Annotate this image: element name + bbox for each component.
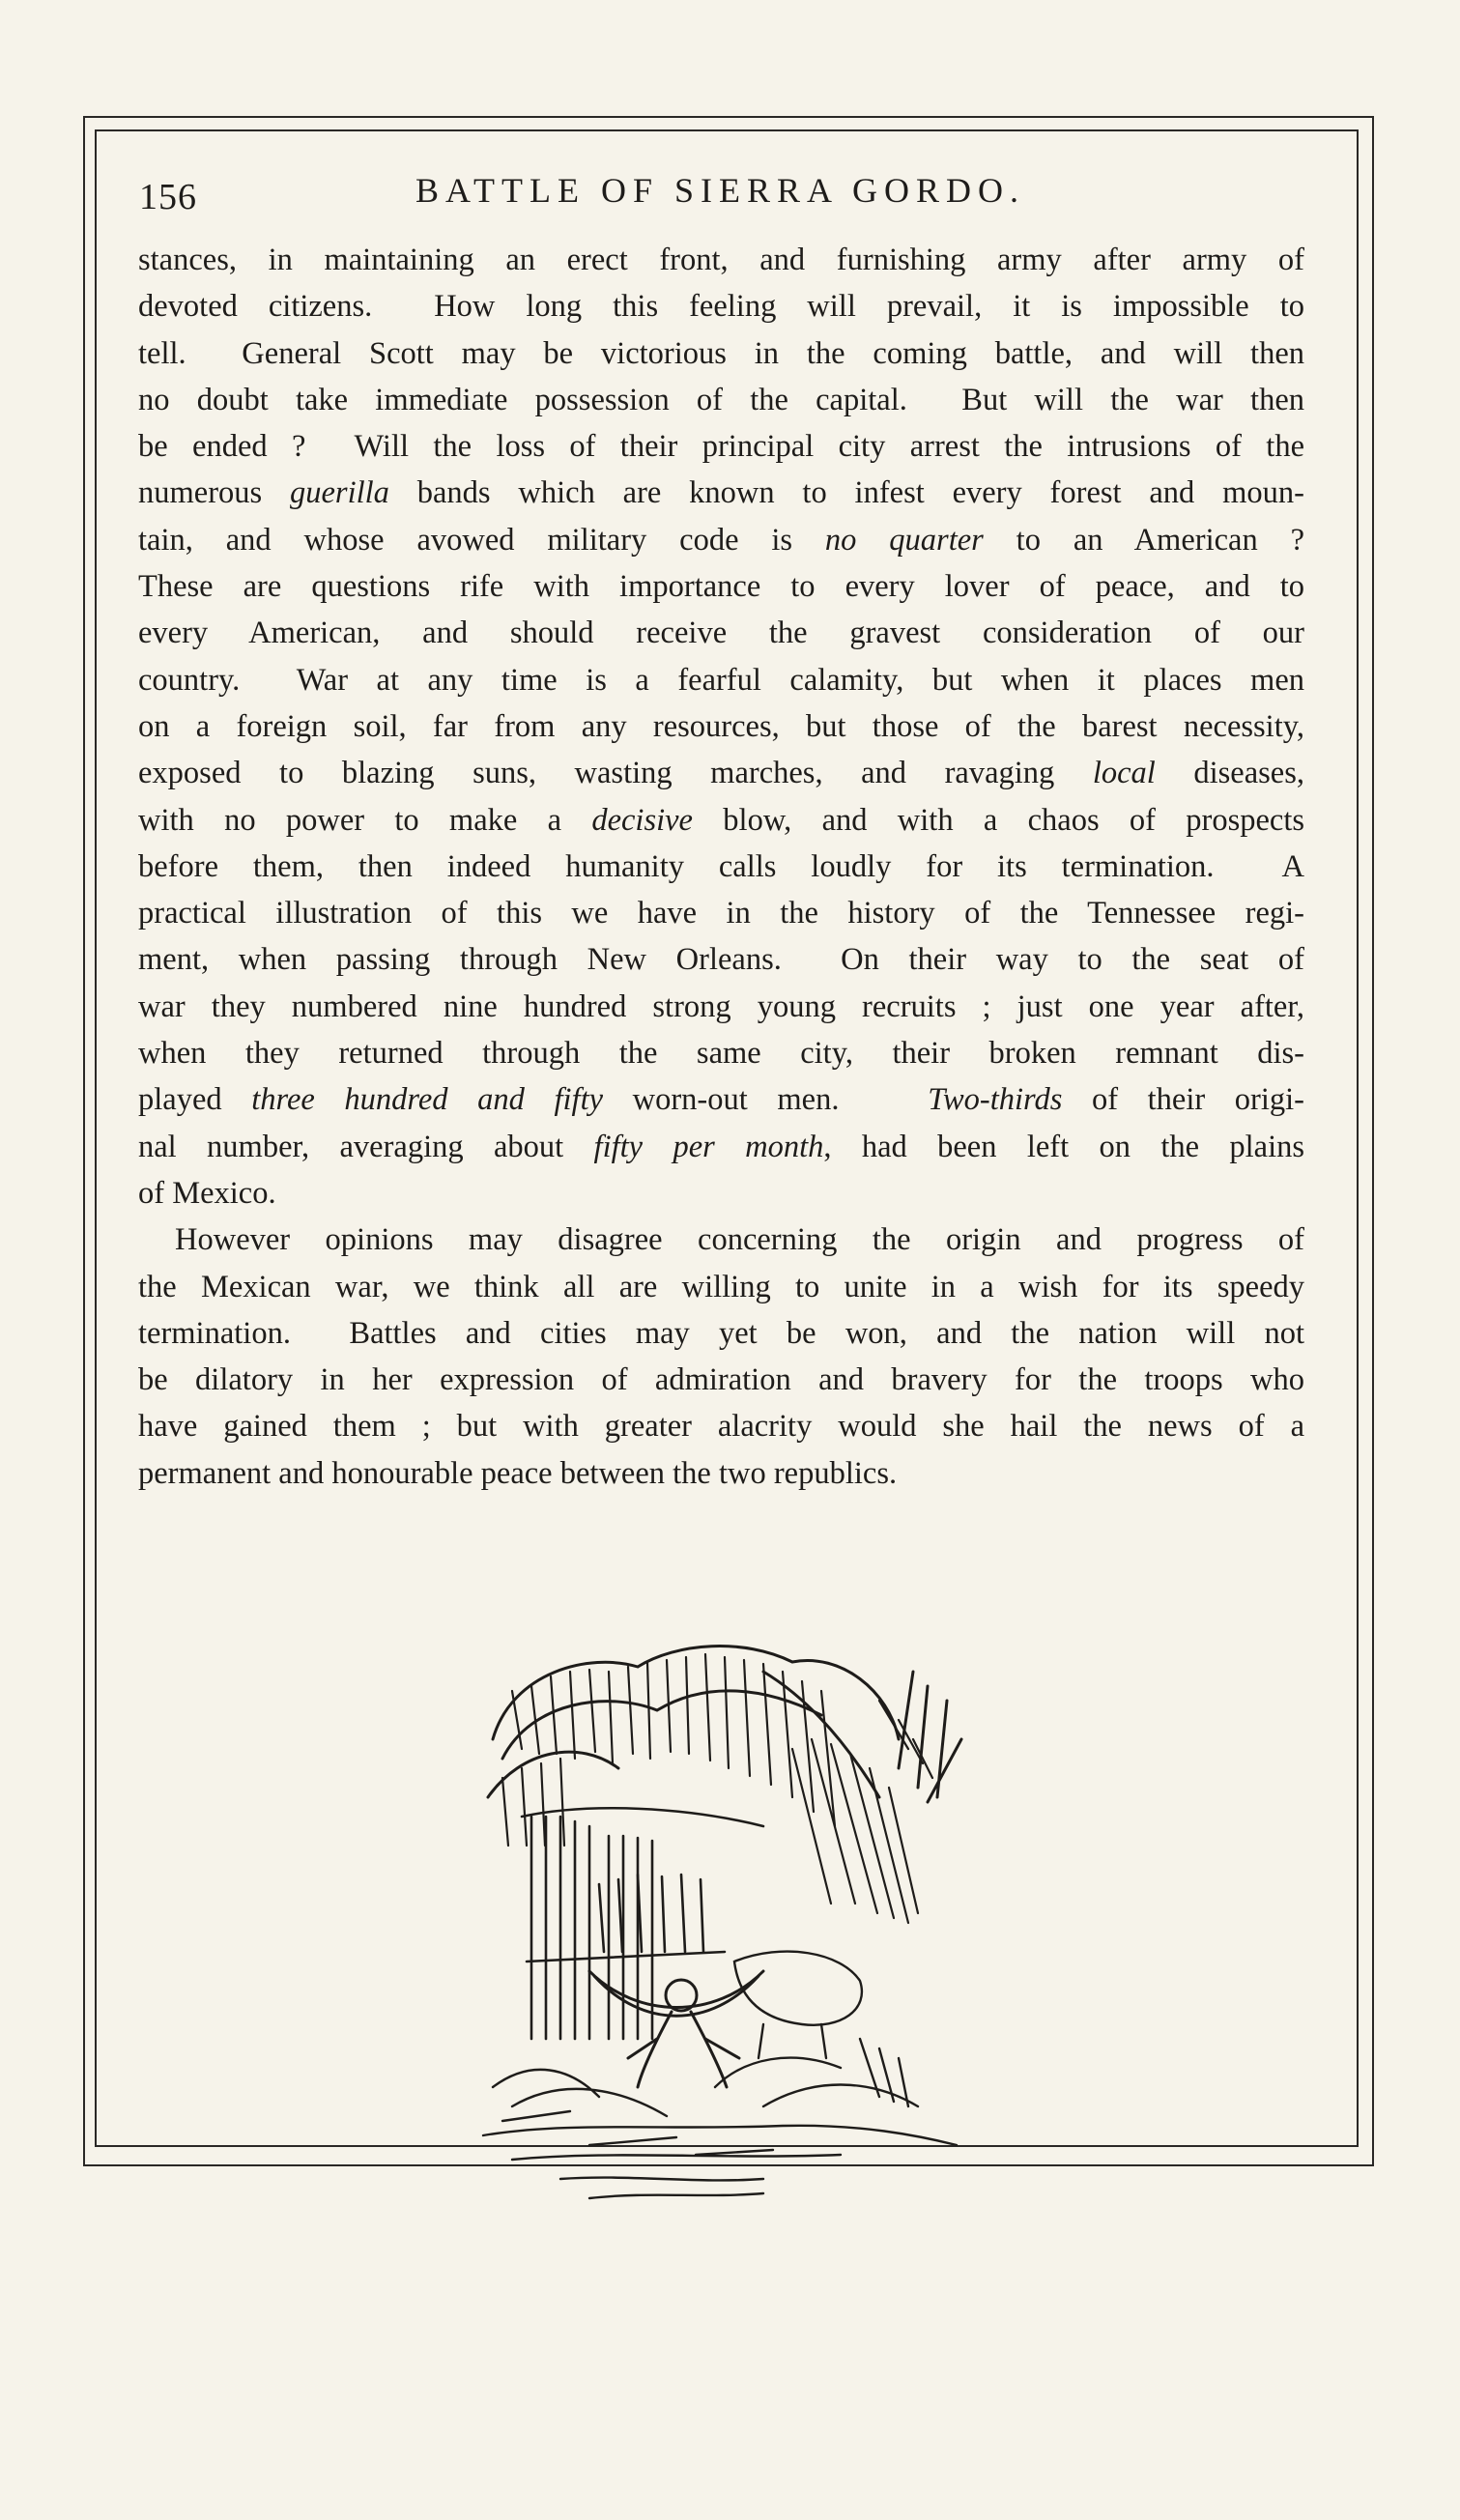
italic-phrase: fifty per month xyxy=(593,1129,824,1164)
text-run: every American, and should receive the gravest consideration of our xyxy=(138,616,1304,651)
text-line xyxy=(138,237,1304,283)
text-line xyxy=(138,1030,1304,1076)
text-run: These are questions rife with importance to every lover of peace, and to xyxy=(138,569,1304,605)
text-line xyxy=(138,797,1304,844)
text-line xyxy=(138,936,1304,983)
text-run: no doubt take immediate possession of the capital. But will the war then xyxy=(138,382,1304,417)
thatched-hut xyxy=(522,1808,763,2039)
text-run: numerous xyxy=(138,475,290,511)
text-run: worn-out men. xyxy=(603,1082,929,1118)
text-run: permanent and honourable peace between the two republics. xyxy=(138,1455,898,1491)
text-line xyxy=(138,1076,1304,1123)
text-line xyxy=(138,750,1304,796)
text-run: be ended ? Will the loss of their principal city arrest the intrusions of the xyxy=(138,429,1304,465)
text-line xyxy=(138,423,1304,470)
foliage-hatching xyxy=(502,1654,932,1923)
text-line xyxy=(138,844,1304,890)
paragraph xyxy=(138,237,1304,1217)
text-run: practical illustration of this we have in the history of the Tennessee regi- xyxy=(138,896,1304,931)
text-line xyxy=(138,517,1304,563)
text-line xyxy=(138,657,1304,703)
italic-phrase: local xyxy=(1092,756,1156,791)
text-line xyxy=(138,1450,1304,1497)
text-line xyxy=(138,1217,1304,1263)
page-number: 156 xyxy=(139,177,197,217)
text-run: However opinions may disagree concerning the origin and progress of xyxy=(175,1222,1304,1258)
text-run: the Mexican war, we think all are willing to unite in a wish for its speedy xyxy=(138,1269,1304,1304)
text-line xyxy=(138,377,1304,423)
text-run: when they returned through the same city, their broken remnant dis- xyxy=(138,1036,1304,1072)
text-run: of Mexico. xyxy=(138,1175,276,1211)
text-run: blow, and with a chaos of prospects xyxy=(693,802,1304,838)
tree-canopy xyxy=(488,1647,899,1797)
text-line xyxy=(138,1170,1304,1217)
mule xyxy=(734,1952,862,2058)
italic-phrase: no quarter xyxy=(824,522,984,558)
running-head xyxy=(135,170,1324,220)
text-run: before them, then indeed humanity calls loudly for its termination. A xyxy=(138,848,1304,884)
text-line xyxy=(138,330,1304,377)
text-run: of their origi- xyxy=(1062,1082,1304,1118)
text-run: with no power to make a xyxy=(138,802,592,838)
text-run: war they numbered nine hundred strong young recruits ; just one year after, xyxy=(138,988,1304,1024)
paragraph xyxy=(138,1217,1304,1497)
text-run: be dilatory in her expression of admiration and bravery for the troops who xyxy=(138,1362,1304,1398)
body-text xyxy=(138,237,1304,1497)
text-run: played xyxy=(138,1082,252,1118)
text-line xyxy=(138,610,1304,656)
woodcut-illustration xyxy=(473,1633,976,2203)
italic-phrase: guerilla xyxy=(290,475,389,511)
text-line xyxy=(138,984,1304,1030)
text-run: termination. Battles and cities may yet be won, and the nation will not xyxy=(138,1315,1304,1351)
text-line xyxy=(138,1357,1304,1403)
text-run: ment, when passing through New Orleans. On their way to the seat of xyxy=(138,942,1304,978)
text-run: , had been left on the plains xyxy=(823,1129,1305,1164)
text-run: bands which are known to infest every forest and moun- xyxy=(388,475,1304,511)
ground-foliage xyxy=(483,2039,957,2198)
text-run: have gained them ; but with greater alacrity would she hail the news of a xyxy=(138,1409,1304,1445)
text-run: tain, and whose avowed military code is xyxy=(138,522,825,558)
text-run: stances, in maintaining an erect front, and furnishing army after army of xyxy=(138,243,1304,277)
text-line xyxy=(138,1124,1304,1170)
text-line xyxy=(138,703,1304,750)
text-run: country. War at any time is a fearful calamity, but when it places men xyxy=(138,662,1304,698)
text-line xyxy=(138,890,1304,936)
text-line xyxy=(138,470,1304,516)
text-line xyxy=(138,1310,1304,1357)
italic-phrase: three hundred and fifty xyxy=(251,1082,604,1118)
text-line xyxy=(138,1403,1304,1449)
text-line xyxy=(138,563,1304,610)
text-run: exposed to blazing suns, wasting marches, and ravaging xyxy=(138,756,1093,791)
text-run: to an American ? xyxy=(983,522,1304,558)
italic-phrase: Two-thirds xyxy=(928,1082,1063,1118)
text-run: nal number, averaging about xyxy=(138,1129,594,1164)
text-run: on a foreign soil, far from any resources, but those of the barest necessity, xyxy=(138,708,1304,744)
text-line xyxy=(138,283,1304,329)
running-title: BATTLE OF SIERRA GORDO. xyxy=(415,171,1026,210)
italic-phrase: decisive xyxy=(591,802,693,838)
text-run: devoted citizens. How long this feeling will prevail, it is impossible to xyxy=(138,289,1304,325)
text-line xyxy=(138,1264,1304,1310)
text-run: diseases, xyxy=(1155,756,1304,791)
text-run: tell. General Scott may be victorious in the coming battle, and will then xyxy=(138,335,1304,371)
